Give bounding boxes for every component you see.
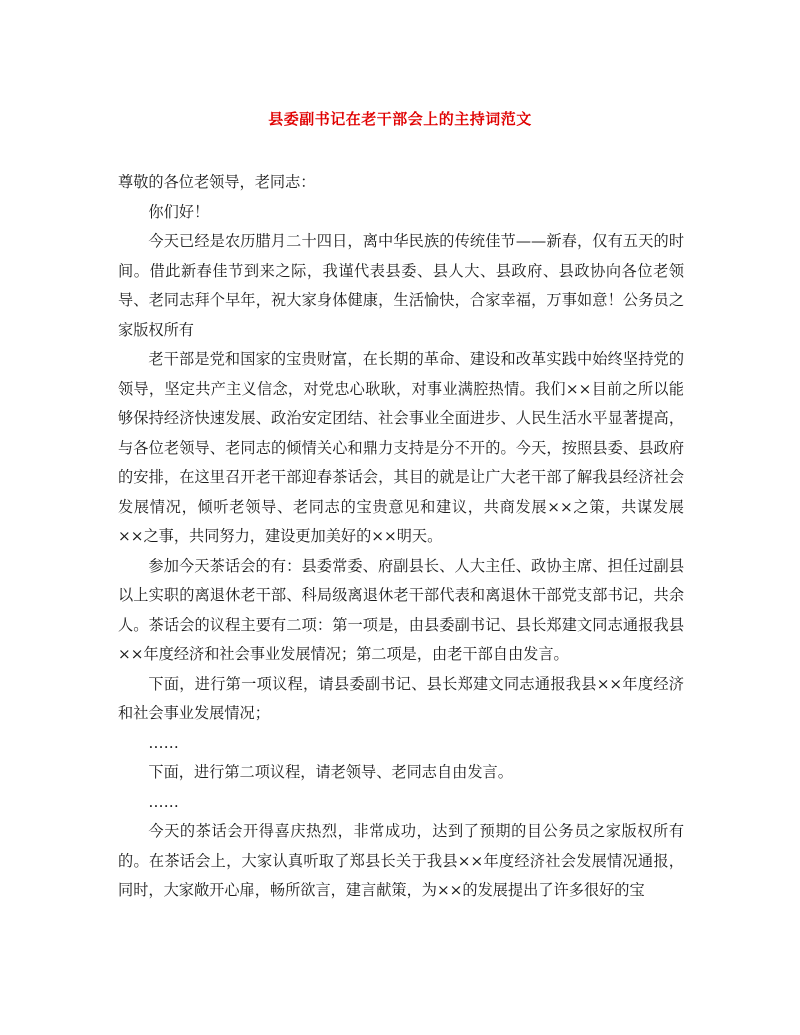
paragraph: 老干部是党和国家的宝贵财富，在长期的革命、建设和改革实践中始终坚持党的领导，坚定共产主义信念，对党忠心耿耿，对事业满腔热情。我们××目前之所以能够保持经济快速发展、政治安定团结、社会事业全面进步、人民生活水平显著提高，与各位老领导、老同志的倾情关心和鼎力支持是分不开的。今天，按照县委、县政府的安排，在这里召开老干部迎春茶话会，其目的就是让广大老干部了解我县经济社会发展情况，倾听老领导、老同志的宝贵意见和建议，共商发展××之策，共谋发展××之事，共同努力，建设更加美好的××明天。 xyxy=(118,350,684,545)
salutation: 尊敬的各位老领导，老同志： xyxy=(118,173,316,191)
paragraph: 下面，进行第一项议程，请县委副书记、县长郑建文同志通报我县××年度经济和社会事业发展情况； xyxy=(118,674,684,722)
document-title: 县委副书记在老干部会上的主持词范文 xyxy=(268,110,532,128)
paragraph: 下面，进行第二项议程，请老领导、老同志自由发言。 xyxy=(148,763,513,781)
document-body xyxy=(118,168,684,906)
ellipsis-line: …… xyxy=(148,733,179,752)
paragraph: 参加今天茶话会的有：县委常委、府副县长、人大主任、政协主席、担任过副县以上实职的离退休老干部、科局级离退休老干部代表和离退休干部党支部书记，共余人。茶话会的议程主要有二项：第一项是，由县委副书记、县长郑建文同志通报我县××年度经济和社会事业发展情况；第二项是，由老干部自由发言。 xyxy=(118,556,684,663)
paragraph: 你们好！ xyxy=(148,202,210,221)
paragraph: 今天已经是农历腊月二十四日，离中华民族的传统佳节——新春，仅有五天的时间。借此新春佳节到来之际，我谨代表县委、县人大、县政府、县政协向各位老领导、老同志拜个早年，祝大家身体健康，生活愉快，合家幸福，万事如意！公务员之家版权所有 xyxy=(118,232,684,339)
paragraph: 今天的茶话会开得喜庆热烈，非常成功，达到了预期的目公务员之家版权所有的。在茶话会上，大家认真听取了郑县长关于我县××年度经济社会发展情况通报，同时，大家敞开心扉，畅所欲言，建言献策，为××的发展提出了许多很好的宝 xyxy=(118,822,684,899)
ellipsis-line: …… xyxy=(148,792,179,811)
